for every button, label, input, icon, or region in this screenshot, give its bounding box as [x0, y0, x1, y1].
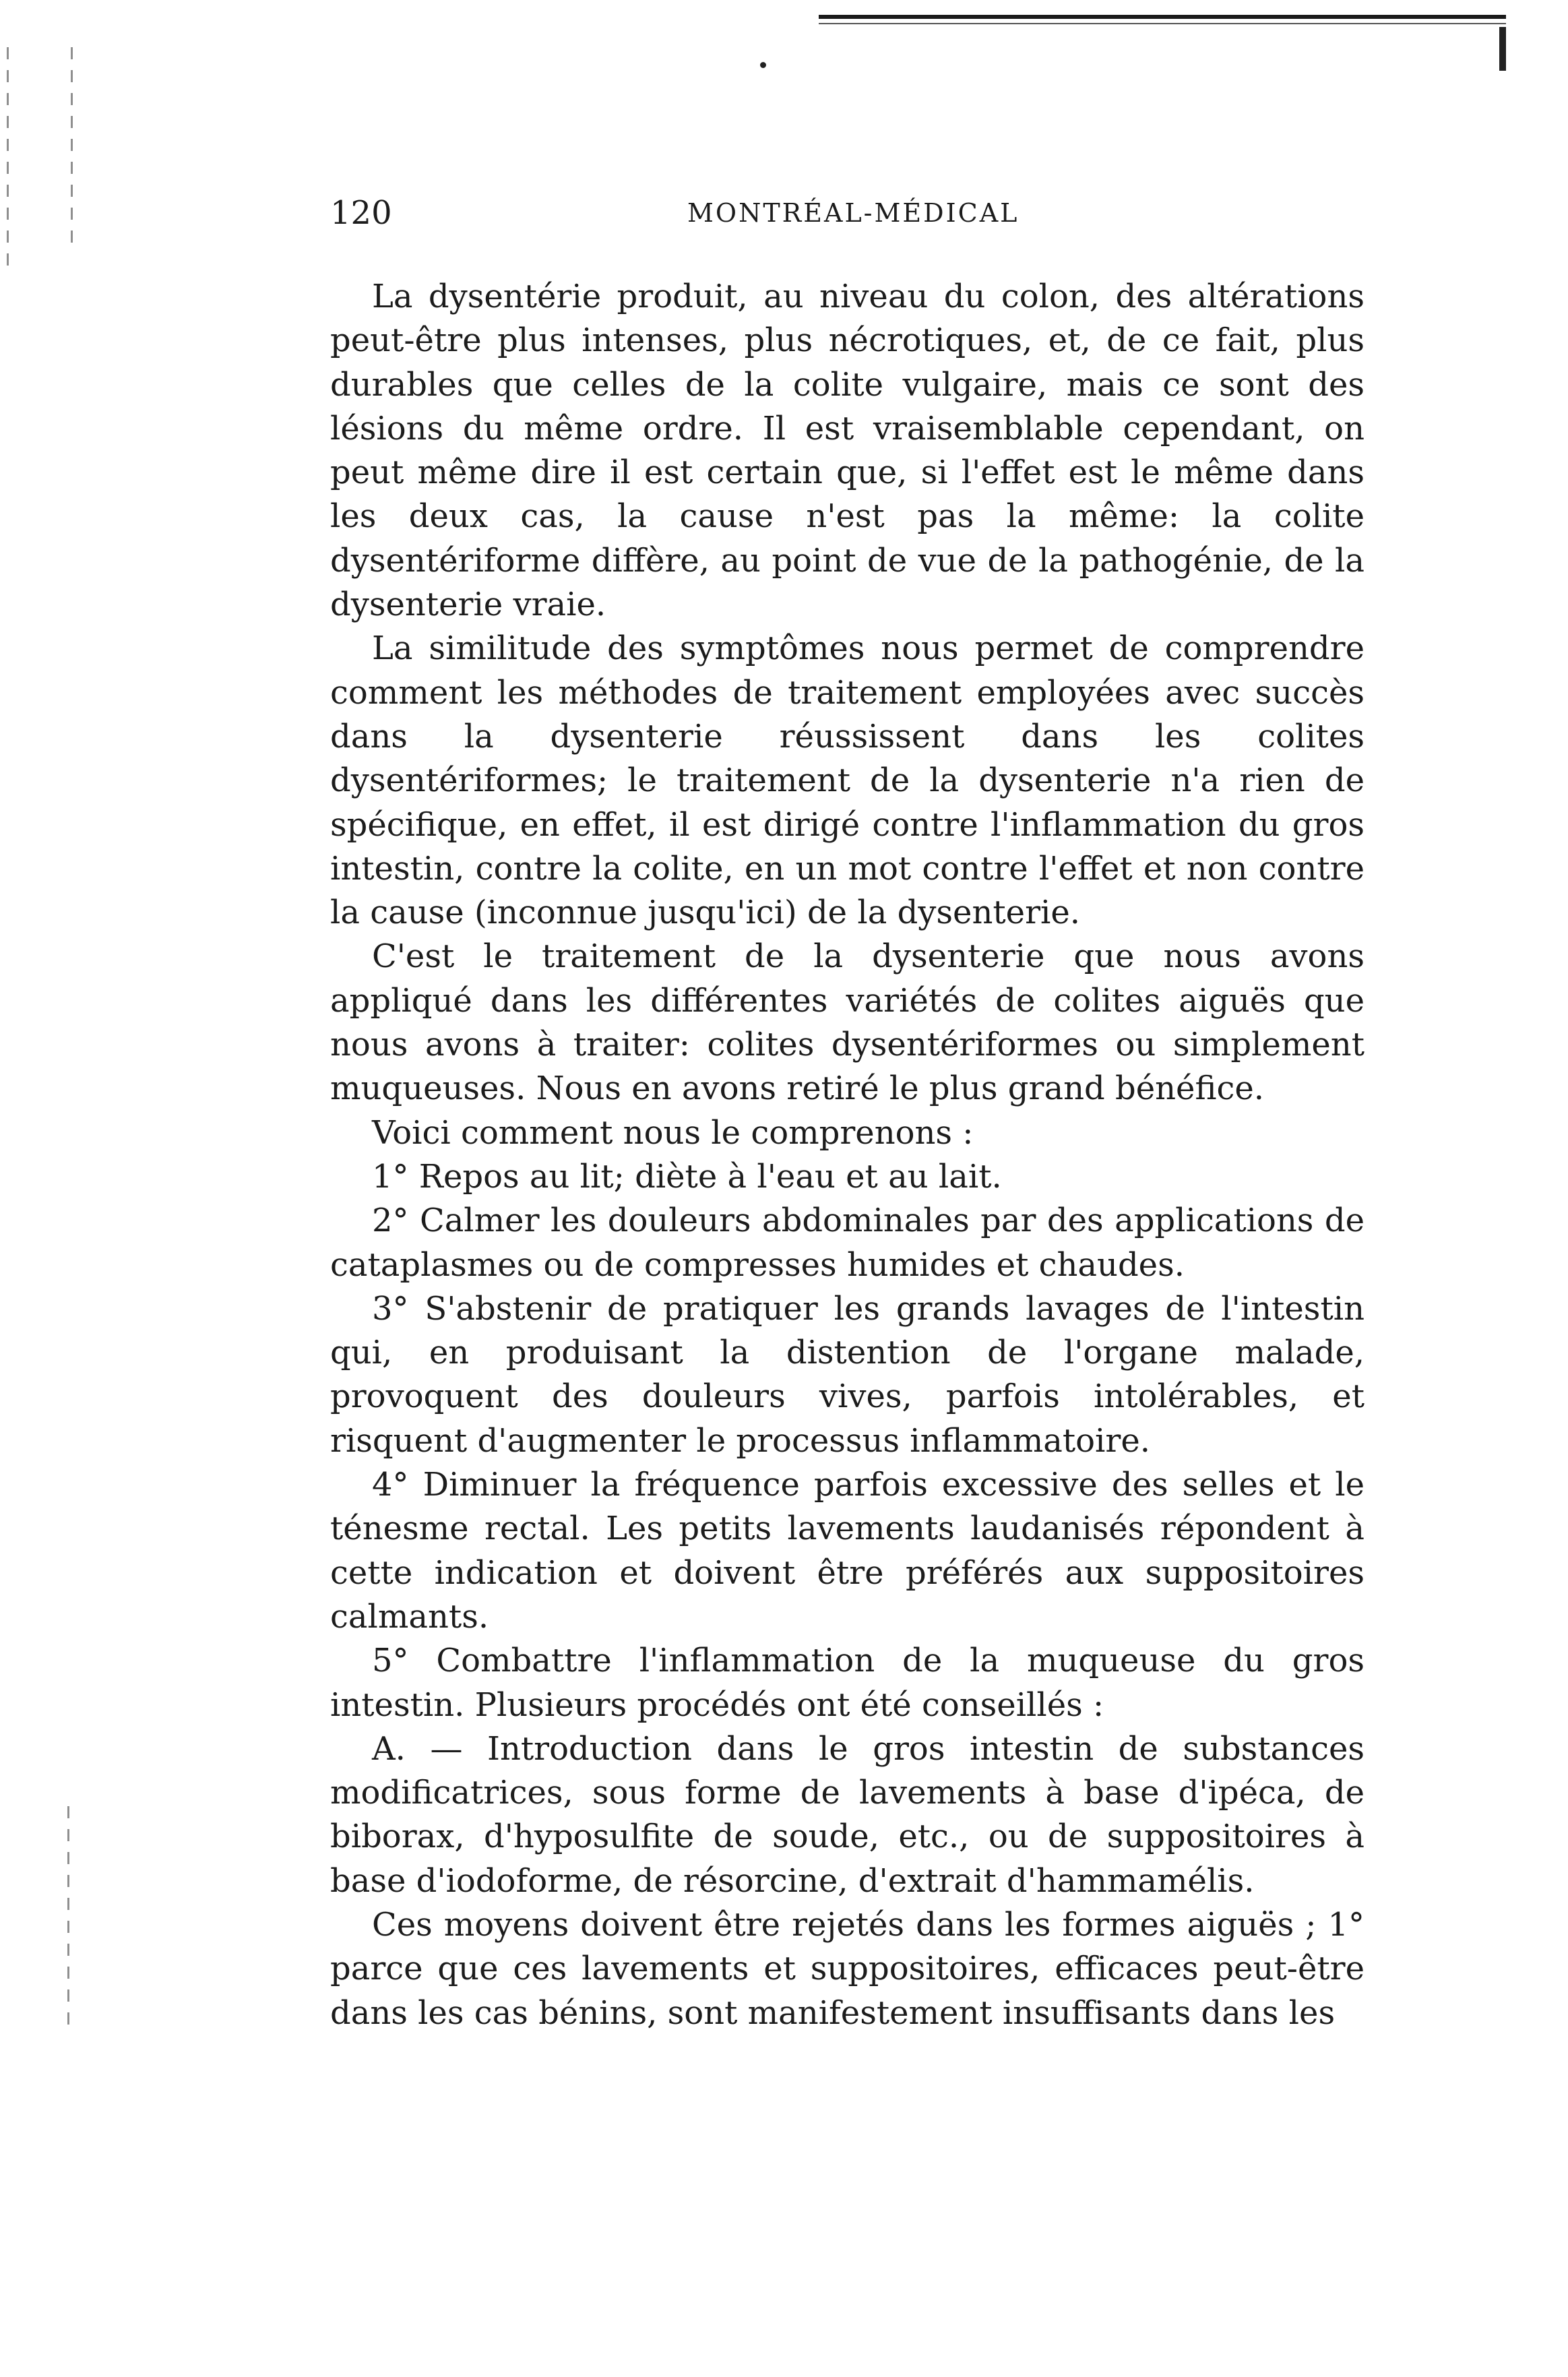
page-number: 120 [330, 194, 392, 232]
paragraph-moyens-rejetes: Ces moyens doivent être rejetés dans les formes aiguës ; 1° parce que ces lavements et suppositoires, efficaces peut-être dans les cas bénins, sont manifestement insuffisants dans les [330, 1905, 1365, 2032]
list-item-2-calmer: 2° Calmer les douleurs abdominales par des applications de cataplasmes ou de compresses humides et chaudes. [330, 1202, 1365, 1284]
list-item-3-abstenir: 3° S'abstenir de pratiquer les grands lavages de l'intestin qui, en produisant la distention de l'organe malade, provoquent des douleurs vives, parfois intolérables, et risquent d'augmenter le processus inflammatoire. [330, 1289, 1365, 1460]
page-header [330, 192, 1365, 234]
top-rule [819, 15, 1506, 19]
corner-mark [1499, 27, 1506, 71]
binding-edge-left [7, 47, 9, 270]
list-item-1-repos: 1° Repos au lit; diète à l'eau et au lait. [372, 1157, 1002, 1196]
paragraph-dysenterie-lesions: La dysentérie produit, au niveau du colon, des altérations peut-être plus intenses, plus nécrotiques, et, de ce fait, plus durables que celles de la colite vulgaire, mais ce sont des lésions du même ordre. Il est vraisemblable cependant, on peut même dire il est certain que, si l'effet est le même dans les deux cas, la cause n'est pas la même: la colite dysentériforme diffère, au point de vue de la pathogénie, de la dysenterie vraie. [330, 278, 1365, 624]
list-item-4-diminuer: 4° Diminuer la fréquence parfois excessive des selles et le ténesme rectal. Les petits lavements laudanisés répondent à cette indication et doivent être préférés aux suppositoires calmants. [330, 1466, 1365, 1636]
sub-item-a-introduction: A. — Introduction dans le gros intestin de substances modificatrices, sous forme de lavements à base d'ipéca, de biborax, d'hyposulfite de soude, etc., ou de suppositoires à base d'iodoforme, de résorcine, d'extrait d'hammamélis. [330, 1729, 1365, 1900]
paragraph-voici-comment: Voici comment nous le comprenons : [372, 1113, 974, 1152]
paragraph-similitude-symptomes: La similitude des symptômes nous permet de comprendre comment les méthodes de traitement employées avec succès dans la dysenterie réussissent dans les colites dysentériformes; le traitement de la dysenterie n'a rien de spécifique, en effet, il est dirigé contre l'inflammation du gros intestin, contre la colite, en un mot contre l'effet et non contre la cause (inconnue jusqu'ici) de la dysenterie. [330, 629, 1365, 932]
paragraph-traitement-applique: C'est le traitement de la dysenterie que nous avons appliqué dans les différentes variétés de colites aiguës que nous avons à traiter: colites dysentériformes ou simplement muqueuses. Nous en avons retiré le plus grand bénéfice. [330, 937, 1365, 1108]
dot-mark [760, 62, 766, 68]
top-rule-thin [819, 23, 1506, 24]
body-text [330, 275, 1365, 2035]
running-title: MONTRÉAL-MÉDICAL [687, 198, 1020, 228]
binding-edge-inner [71, 47, 73, 249]
binding-edge-lower [67, 1806, 69, 2029]
list-item-5-combattre: 5° Combattre l'inflammation de la muqueuse du gros intestin. Plusieurs procédés ont été conseillés : [330, 1642, 1365, 1724]
